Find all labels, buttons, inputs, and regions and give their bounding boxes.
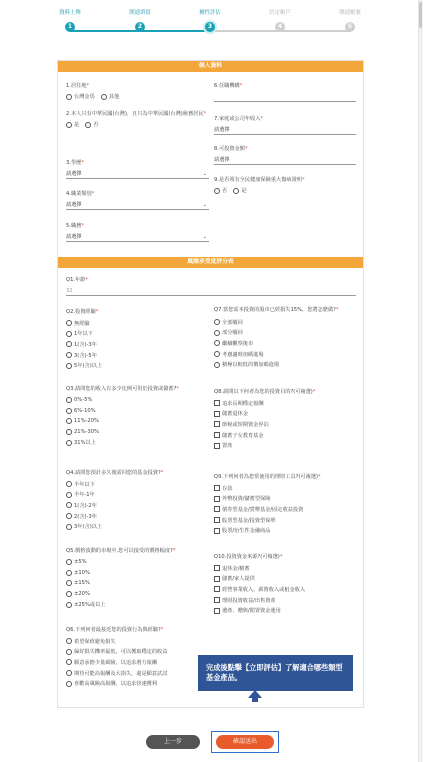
option-label: ±20%: [74, 591, 90, 598]
select-value: 請選擇: [66, 202, 82, 208]
radio-option[interactable]: [66, 437, 214, 448]
radio-option[interactable]: [66, 511, 214, 522]
option-label: 是: [74, 122, 80, 128]
option-label: 股票/衍生性金融商品: [222, 528, 271, 535]
radio-option[interactable]: [214, 349, 358, 360]
radio-circle-icon: [66, 649, 72, 655]
question-label: Q10.投資資金來源?(可複選): [214, 554, 280, 560]
option-label: 希望保值避免損失: [74, 638, 116, 645]
option-label: 半年以下: [74, 481, 95, 488]
checkbox-option[interactable]: [214, 515, 358, 526]
select-value: 請選擇: [66, 171, 82, 177]
field-label: 5.職務: [66, 223, 82, 229]
question-label: Q6.下列何者最接近您的投資行為與經驗?: [66, 627, 161, 633]
radio-circle-icon: [101, 94, 107, 100]
radio-option[interactable]: [66, 329, 214, 340]
checkbox-icon: [214, 565, 220, 571]
radio-circle-icon: [214, 330, 220, 336]
field-education: [66, 160, 209, 179]
radio-circle-icon: [66, 602, 72, 608]
investable-assets-select[interactable]: [214, 156, 356, 165]
question-label: Q4.請問您預計多久後需回您的基金投資?: [66, 470, 161, 476]
option-label: 繼續觀察後市: [222, 340, 254, 347]
submit-button[interactable]: 確認送出: [216, 735, 274, 749]
step-number: 3: [205, 22, 215, 32]
option-label: 1年以下: [74, 331, 93, 338]
checkbox-icon: [214, 485, 220, 491]
radio-option[interactable]: [66, 557, 214, 568]
radio-option[interactable]: [66, 599, 214, 610]
required-mark: *: [260, 116, 264, 122]
radio-circle-icon: [66, 670, 72, 676]
radio-option[interactable]: [66, 647, 214, 658]
chevron-down-icon: ⌄: [202, 171, 207, 177]
option-label: 11%-20%: [74, 418, 99, 425]
radio-option[interactable]: [66, 479, 214, 490]
radio-option[interactable]: [66, 395, 214, 406]
radio-circle-icon: [66, 638, 72, 644]
step-number: 5: [345, 22, 355, 32]
radio-circle-icon: [66, 408, 72, 414]
employer-input[interactable]: [214, 93, 356, 102]
radio-circle-icon: [66, 440, 72, 446]
option-label: 積極以較低的價加碼進場: [222, 362, 280, 369]
radio-option[interactable]: [66, 490, 214, 501]
checkbox-icon: [214, 496, 220, 502]
radio-circle-icon: [214, 351, 220, 357]
checkbox-option[interactable]: [214, 419, 358, 430]
required-mark: *: [81, 160, 84, 166]
required-mark: *: [160, 470, 164, 476]
option-label: 遺產、贈與/閒置資金運用: [222, 608, 281, 615]
option-label: 31%以上: [74, 440, 96, 447]
required-mark: *: [279, 554, 283, 560]
radio-option[interactable]: [66, 360, 214, 371]
question-q2: [66, 309, 214, 371]
option-label: 退休金/積蓄: [222, 565, 250, 572]
radio-option[interactable]: [214, 328, 358, 339]
required-mark: *: [81, 223, 84, 229]
field-employer: [214, 83, 356, 102]
field-investable-assets: [214, 146, 356, 165]
option-label: 追求長期穩定報酬: [222, 400, 264, 407]
radio-option[interactable]: [66, 521, 214, 532]
required-mark: *: [172, 548, 176, 554]
required-mark: *: [91, 191, 95, 197]
checkbox-icon: [214, 421, 220, 427]
option-label: 其他: [108, 94, 120, 100]
radio-option[interactable]: [66, 318, 214, 329]
checkbox-icon: [214, 608, 220, 614]
annual-income-select[interactable]: [214, 126, 356, 135]
option-label: 0%-5%: [74, 397, 93, 404]
page-scrollbar[interactable]: [418, 0, 423, 762]
radio-circle-icon: [66, 481, 72, 487]
option-label: 節稅或短期資金停泊: [222, 421, 269, 428]
checkbox-option[interactable]: [214, 398, 358, 409]
question-label: Q9.下列何者為您常使用的理財工具?(可複選): [214, 474, 319, 480]
step-label: 屬性評估: [199, 10, 221, 16]
radio-circle-icon: [66, 122, 72, 128]
radio-circle-icon: [66, 331, 72, 337]
option-label: 3年(含)以上: [74, 524, 103, 531]
age-input[interactable]: 32: [66, 287, 356, 296]
radio-option[interactable]: [85, 121, 98, 128]
checkbox-icon: [214, 597, 220, 603]
radio-circle-icon: [66, 559, 72, 565]
radio-option[interactable]: [66, 93, 95, 100]
option-label: 3(含)-5年: [74, 352, 97, 359]
step-assessment: [180, 8, 240, 32]
select-value: 請選擇: [66, 234, 82, 240]
option-label: 外幣投資/儲蓄型保險: [222, 496, 271, 503]
radio-circle-icon: [66, 418, 72, 424]
radio-circle-icon: [66, 502, 72, 508]
option-label: ±5%: [74, 559, 87, 566]
question-q6: [66, 627, 214, 689]
step-label: 資料上傳: [59, 10, 81, 16]
radio-option[interactable]: [66, 406, 214, 417]
field-label: 6.任職機構: [214, 83, 240, 89]
option-label: 無經驗: [74, 320, 90, 327]
education-select[interactable]: [66, 170, 209, 179]
progress-stepper: [50, 8, 370, 38]
checkbox-icon: [214, 506, 220, 512]
radio-circle-icon: [66, 681, 72, 687]
checkbox-option[interactable]: [214, 494, 358, 505]
radio-circle-icon: [214, 319, 220, 325]
option-label: 5年(含)以上: [74, 363, 103, 370]
field-label: 1.居住地: [66, 83, 87, 89]
checkbox-option[interactable]: [214, 440, 358, 451]
option-label: 21%-30%: [74, 429, 99, 436]
option-label: 債券型基金/貨幣基金/固定收益投資: [222, 506, 304, 513]
radio-circle-icon: [66, 492, 72, 498]
question-label: Q5.價格波動的市場中,您可以接受的價格幅度?: [66, 548, 173, 554]
option-label: 經營事業收入，薪資收入或租金收入: [222, 586, 306, 593]
question-q5: [66, 548, 214, 610]
required-mark: *: [176, 386, 179, 392]
field-tax-residency: [66, 111, 214, 128]
field-label: 3.學歷: [66, 160, 82, 166]
question-q3: [66, 386, 214, 448]
option-label: 股票型基金/投資型保單: [222, 517, 276, 524]
instruction-callout: 完成後點擊【立即評估】了解適合哪些類型基金產品。: [198, 655, 353, 691]
question-q9: [214, 474, 358, 536]
option-label: 儲蓄/家人提供: [222, 576, 255, 583]
radio-option[interactable]: [66, 568, 214, 579]
radio-option[interactable]: [66, 668, 214, 679]
question-label: Q2.投資經驗: [66, 309, 96, 315]
radio-circle-icon: [66, 397, 72, 403]
radio-option[interactable]: [66, 678, 214, 689]
field-job-title: [66, 223, 209, 242]
checkbox-option[interactable]: [214, 584, 358, 595]
step-account: [250, 8, 310, 32]
required-mark: *: [312, 389, 316, 395]
radio-circle-icon: [66, 94, 72, 100]
radio-circle-icon: [66, 429, 72, 435]
step-upload: [40, 8, 100, 32]
checkbox-icon: [214, 400, 220, 406]
radio-option[interactable]: [66, 578, 214, 589]
radio-circle-icon: [214, 340, 220, 346]
option-label: ±15%: [74, 580, 90, 587]
option-label: 1(含)-3年: [74, 341, 97, 348]
radio-option[interactable]: [233, 187, 246, 194]
checkbox-option[interactable]: [214, 483, 358, 494]
field-occupation-type: [66, 191, 209, 210]
checkbox-icon: [214, 443, 220, 449]
step-number: 4: [275, 22, 285, 32]
required-mark: *: [335, 307, 339, 313]
question-q4: [66, 470, 214, 532]
field-health-card: [214, 177, 356, 194]
radio-circle-icon: [66, 320, 72, 326]
risk-section-header: 風險承受度評分表: [58, 257, 363, 268]
required-mark: *: [86, 83, 90, 89]
option-label: 是: [241, 188, 247, 194]
option-label: 存款: [222, 485, 233, 492]
option-label: 置產: [222, 443, 233, 450]
select-value: 請選擇: [214, 127, 230, 133]
required-mark: *: [244, 146, 248, 152]
radio-circle-icon: [66, 352, 72, 358]
radio-circle-icon: [66, 580, 72, 586]
checkbox-icon: [214, 432, 220, 438]
radio-circle-icon: [66, 341, 72, 347]
question-q7: [214, 307, 358, 370]
radio-option[interactable]: [66, 657, 214, 668]
option-label: 否: [93, 122, 99, 128]
field-label: 7.家庭或公司年收入: [214, 116, 261, 122]
option-label: ±25%或以上: [74, 602, 106, 609]
option-label: 全部贖回: [222, 319, 243, 326]
step-number: 2: [135, 22, 145, 32]
form-panel: [57, 60, 364, 708]
arrow-stem: [252, 697, 258, 702]
step-activate: [320, 8, 380, 32]
option-label: 6%-10%: [74, 407, 96, 414]
radio-option[interactable]: [66, 589, 214, 600]
radio-circle-icon: [233, 188, 239, 194]
radio-circle-icon: [214, 188, 220, 194]
radio-circle-icon: [66, 659, 72, 665]
required-mark: *: [318, 474, 321, 480]
option-label: 1(含)-2年: [74, 502, 97, 509]
radio-option[interactable]: [214, 338, 358, 349]
radio-option[interactable]: [66, 121, 79, 128]
radio-circle-icon: [66, 591, 72, 597]
option-label: 偏好損失機率最低，可以獲取穩定的收益: [74, 649, 168, 656]
radio-option[interactable]: [66, 416, 214, 427]
checkbox-option[interactable]: [214, 595, 358, 606]
step-label: 開通帳號: [339, 10, 361, 16]
option-label: 喜歡高風險高報酬，以追求快速獲利: [74, 681, 158, 688]
field-label: 4.職業類別: [66, 191, 92, 197]
required-mark: *: [239, 83, 243, 89]
required-mark: *: [160, 627, 164, 633]
checkbox-option[interactable]: [214, 605, 358, 616]
chevron-down-icon: ⌄: [202, 234, 207, 240]
checkbox-option[interactable]: [214, 409, 358, 420]
chevron-down-icon: ⌄: [202, 202, 207, 208]
radio-option[interactable]: [66, 427, 214, 438]
radio-circle-icon: [66, 363, 72, 369]
step-fill: [110, 8, 170, 32]
radio-option[interactable]: [101, 93, 119, 100]
field-label: 2.本人只有中華民國(台灣)，且只為中華民國(台灣)稅務居民: [66, 111, 204, 117]
field-residence: [66, 83, 214, 100]
radio-option[interactable]: [214, 317, 358, 328]
checkbox-icon: [214, 586, 220, 592]
radio-option[interactable]: [66, 350, 214, 361]
radio-option[interactable]: [214, 359, 358, 370]
step-number: 1: [65, 22, 75, 32]
option-label: ±10%: [74, 569, 90, 576]
required-mark: *: [301, 177, 305, 183]
radio-circle-icon: [66, 570, 72, 576]
checkbox-option[interactable]: [214, 574, 358, 585]
option-label: 理財投資收益/出售資產: [222, 597, 276, 604]
checkbox-option[interactable]: [214, 563, 358, 574]
radio-circle-icon: [214, 362, 220, 368]
option-label: 期待可能高報酬及大損失，還是願意試試: [74, 670, 168, 677]
option-label: 部分贖回: [222, 330, 243, 337]
option-label: 考慮適時加碼進場: [222, 351, 264, 358]
question-label: Q7.當您需本投資的股市已經損失15%，您將怎麼做?: [214, 307, 336, 313]
checkbox-option[interactable]: [214, 504, 358, 515]
step-label: 開通填寫: [129, 10, 151, 16]
required-mark: *: [85, 277, 89, 283]
option-label: 半年-1年: [74, 492, 95, 499]
radio-option[interactable]: [66, 339, 214, 350]
checkbox-icon: [214, 517, 220, 523]
radio-option[interactable]: [66, 636, 214, 647]
personal-section-header: 個人資料: [58, 61, 363, 72]
field-annual-income: [214, 116, 356, 135]
scrollbar-thumb[interactable]: [419, 2, 422, 28]
required-mark: *: [203, 111, 207, 117]
required-mark: *: [95, 309, 99, 315]
option-label: 否: [222, 188, 228, 194]
option-label: 台灣金馬: [74, 94, 95, 100]
previous-button[interactable]: 上一步: [146, 735, 200, 749]
radio-circle-icon: [85, 122, 91, 128]
checkbox-option[interactable]: [214, 430, 358, 441]
option-label: 願意承擔少量風險，以追求潛力報酬: [74, 659, 158, 666]
field-label: Q1.年齡: [66, 277, 86, 283]
checkbox-icon: [214, 576, 220, 582]
option-label: 儲蓄退休金: [222, 411, 248, 418]
checkbox-icon: [214, 528, 220, 534]
question-label: Q3.請問您的收入有多少比例可用於投資或儲蓄?: [66, 386, 177, 392]
option-label: 2(含)-3年: [74, 513, 97, 520]
field-age: [66, 277, 356, 296]
radio-option[interactable]: [66, 500, 214, 511]
checkbox-icon: [214, 411, 220, 417]
radio-option[interactable]: [214, 187, 227, 194]
radio-circle-icon: [66, 513, 72, 519]
job-title-select[interactable]: [66, 233, 209, 242]
radio-circle-icon: [66, 524, 72, 530]
question-q8: [214, 389, 358, 451]
option-label: 儲蓄子女教育基金: [222, 432, 264, 439]
step-label: 約定帳戶: [269, 10, 291, 16]
field-label: 8.可投資金額: [214, 146, 245, 152]
question-q10: [214, 554, 358, 616]
occupation-type-select[interactable]: [66, 201, 209, 210]
question-label: Q8.請問以下何者為您的投資目的?(可複選): [214, 389, 313, 395]
field-label: 9.是否領有全民健康保險重大傷病證明: [214, 177, 302, 183]
select-value: 請選擇: [214, 157, 230, 163]
checkbox-option[interactable]: [214, 525, 358, 536]
